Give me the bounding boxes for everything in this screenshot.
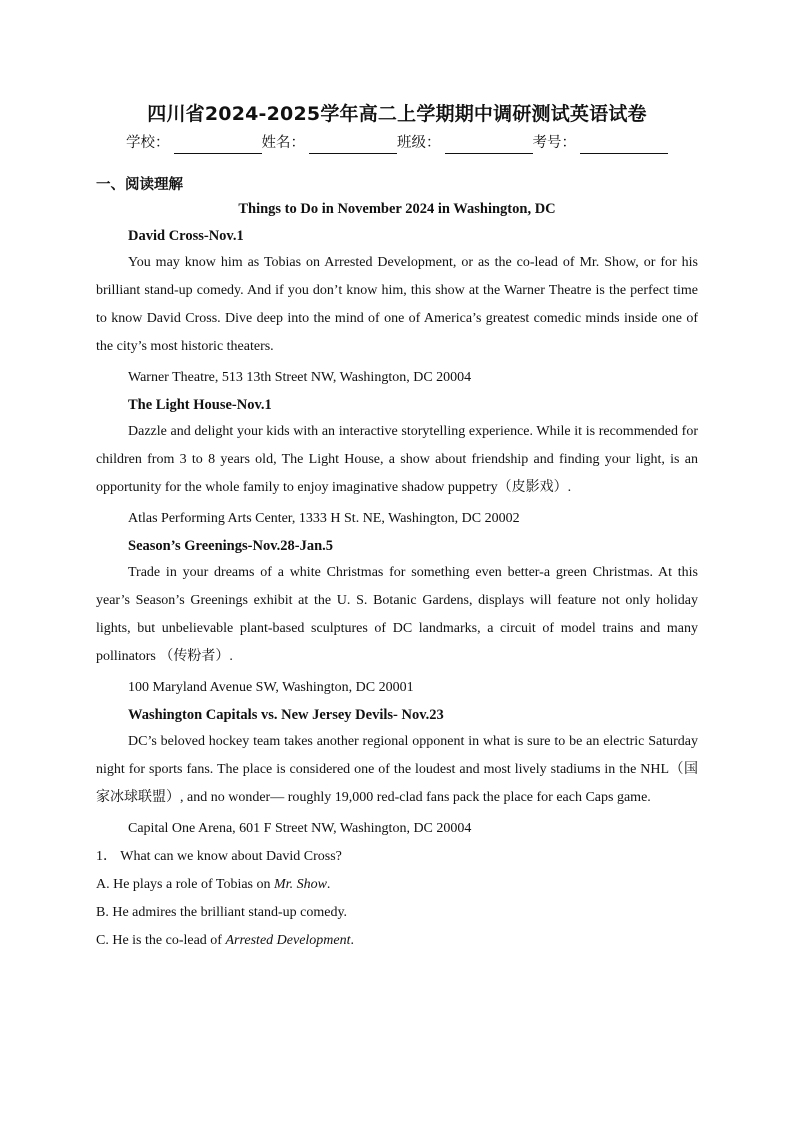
option-a[interactable] [96, 874, 698, 896]
event-heading: The Light House-Nov.1 [128, 397, 272, 413]
exam-number-field [533, 132, 669, 154]
student-info-row [96, 132, 698, 154]
event-body: DC’s beloved hockey team takes another regional opponent in what is sure to be an electric Saturday night for sports fans. The place is considered one of the loudest and most lively stadiums in the NHL（国家冰球联盟）, and no wonder— roughly 19,000 red-clad fans pack the place for each Caps game. [96, 734, 698, 805]
event-david-cross [96, 225, 698, 389]
event-seasons-greenings [96, 535, 698, 699]
event-capitals-devils [96, 704, 698, 840]
option-c-text: C. He is the co-lead of [96, 933, 226, 948]
exam-page [96, 100, 698, 952]
exam-number-label: 考号： [532, 135, 576, 151]
event-heading: Washington Capitals vs. New Jersey Devils- Nov.23 [128, 707, 444, 723]
event-heading: David Cross-Nov.1 [128, 228, 244, 244]
exam-title: 四川省2024-2025学年高二上学期期中调研测试英语试卷 [147, 103, 647, 125]
option-a-italic: Mr. Show [274, 877, 327, 892]
name-field [262, 132, 398, 154]
option-c-italic: Arrested Development [225, 933, 351, 948]
option-c-suffix: . [350, 933, 355, 948]
name-blank[interactable] [309, 137, 397, 154]
class-blank[interactable] [445, 137, 533, 154]
school-blank[interactable] [174, 137, 262, 154]
name-label: 姓名： [261, 135, 305, 151]
event-heading: Season’s Greenings-Nov.28-Jan.5 [128, 538, 334, 554]
option-a-suffix: . [326, 877, 331, 892]
passage-title: Things to Do in November 2024 in Washington, DC [238, 201, 556, 217]
event-light-house [96, 394, 698, 530]
option-b[interactable]: B. He admires the brilliant stand-up comedy. [96, 905, 348, 920]
event-address: Warner Theatre, 513 13th Street NW, Washington, DC 20004 [128, 370, 472, 385]
option-c[interactable] [96, 930, 698, 952]
class-field [397, 132, 533, 154]
event-address: 100 Maryland Avenue SW, Washington, DC 20001 [128, 680, 414, 695]
event-body: Trade in your dreams of a white Christmas for something even better-a green Christmas. At this year’s Season’s Greenings exhibit at the U. S. Botanic Gardens, displays will feature not only holiday lights, but unbelievable plant-based sculptures of DC landmarks, a circuit of model trains and many pollinators （传粉者）. [96, 565, 698, 664]
school-label: 学校： [126, 135, 170, 151]
school-field [126, 132, 262, 154]
event-body: Dazzle and delight your kids with an interactive storytelling experience. While it is recommended for children from 3 to 8 years old, The Light House, a show about friendship and finding your light, is an opportunity for the whole family to enjoy imaginative shadow puppetry（皮影戏）. [96, 424, 698, 495]
class-label: 班级： [397, 135, 441, 151]
event-body: You may know him as Tobias on Arrested Development, or as the co-lead of Mr. Show, or for his brilliant stand-up comedy. And if you don’t know him, this show at the Warner Theatre is the perfect time to know David Cross. Dive deep into the mind of one of America’s greatest comedic minds inside one of the city’s most historic theaters. [96, 255, 698, 354]
event-address: Capital One Arena, 601 F Street NW, Washington, DC 20004 [128, 821, 472, 836]
question-stem: 1． What can we know about David Cross? [96, 849, 342, 864]
option-a-text: A. He plays a role of Tobias on [96, 877, 275, 892]
event-address: Atlas Performing Arts Center, 1333 H St. NE, Washington, DC 20002 [128, 511, 520, 526]
exam-number-blank[interactable] [580, 137, 668, 154]
section-heading: 一、阅读理解 [96, 177, 183, 193]
question-1 [96, 846, 698, 952]
